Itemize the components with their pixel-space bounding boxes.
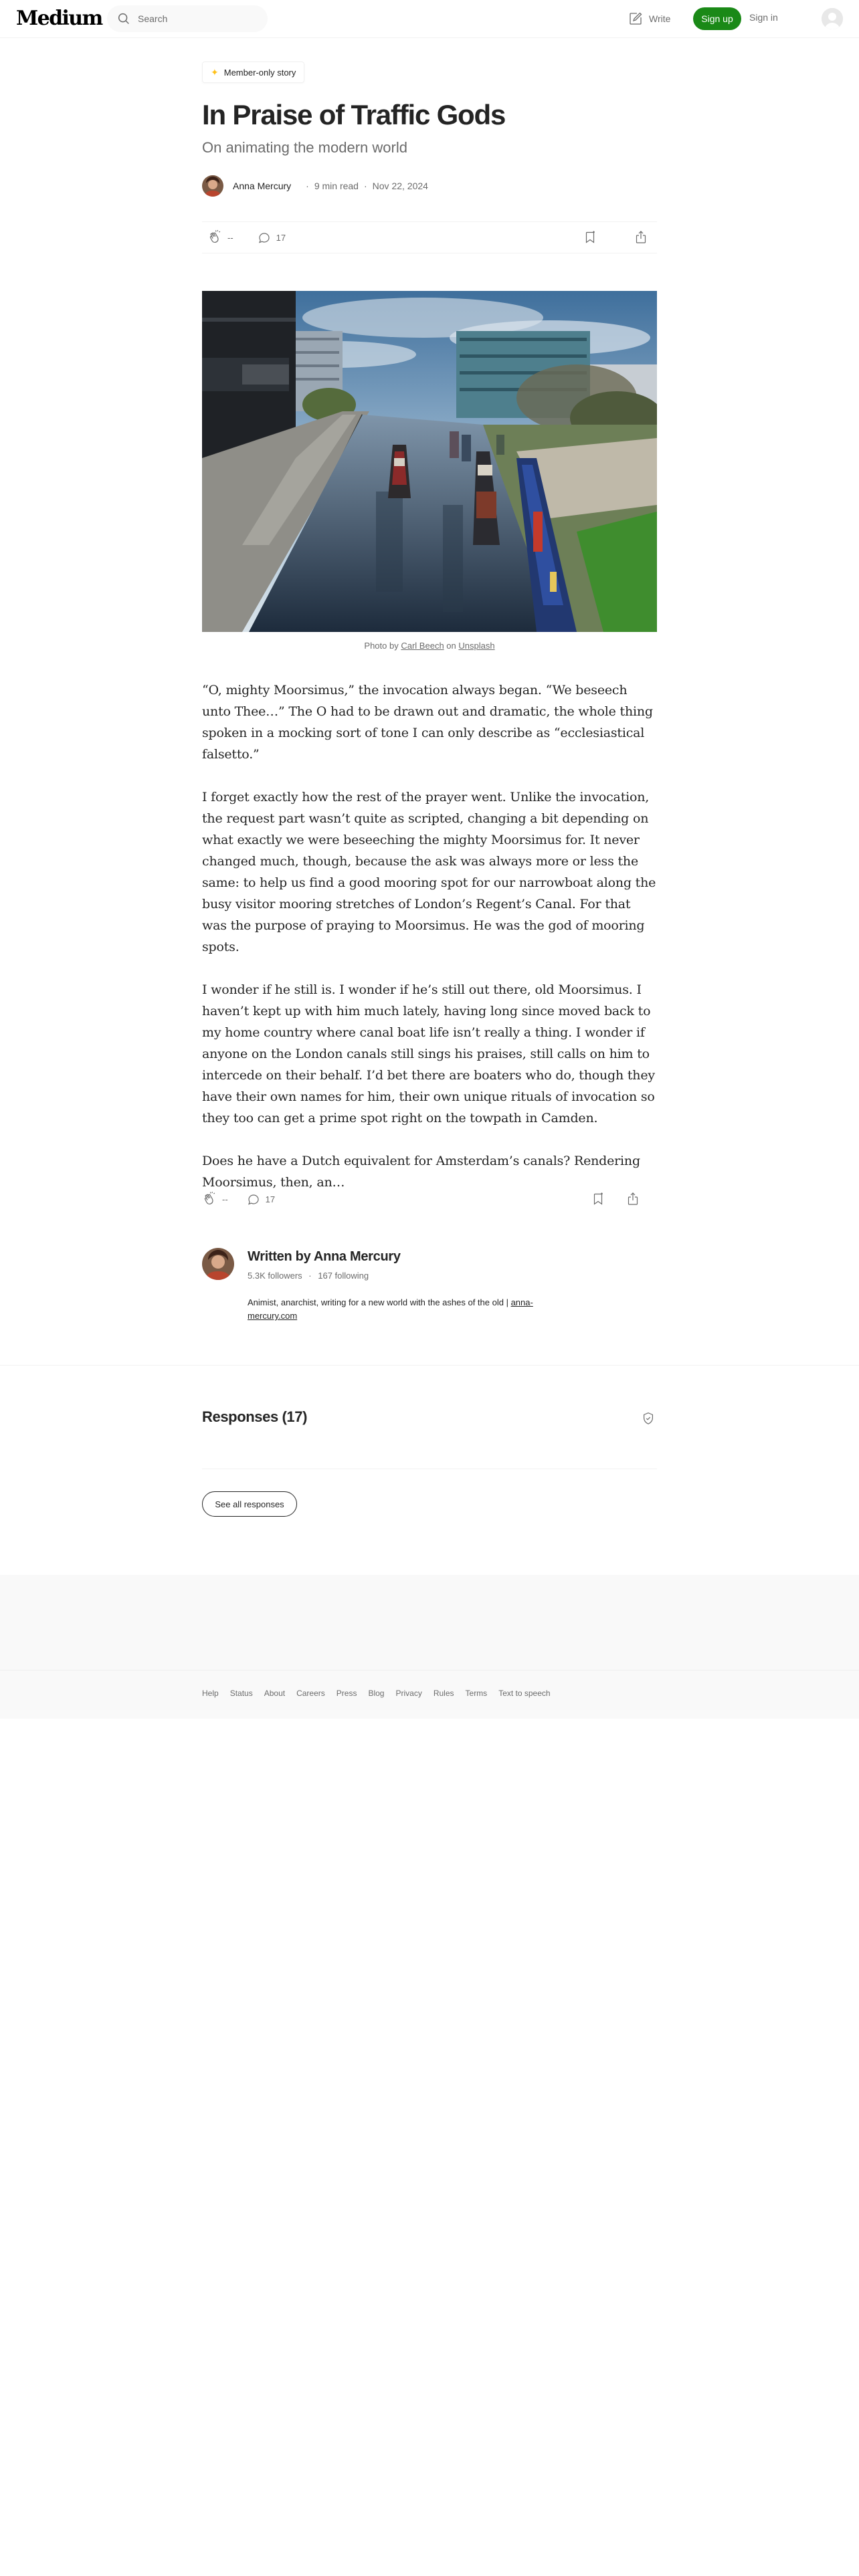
hero-image [202,291,657,632]
write-button[interactable] [628,9,670,28]
image-caption [202,641,657,651]
footer-divider [0,1670,859,1671]
section-divider [0,1365,859,1366]
write-label: Write [649,13,671,24]
clap-count: -- [222,1194,228,1204]
member-only-badge[interactable] [202,62,304,83]
footer-link-press[interactable]: Press [336,1689,357,1698]
article-paragraph: Does he have a Dutch equivalent for Amsterdam’s canals? Rendering Moorsimus, then, an… [202,1154,640,1190]
clap-icon [202,1191,218,1207]
article-paragraph: I forget exactly how the rest of the prayer went. Unlike the invocation, the request part wasn’t quite as scripted, changing a bit depending on what exactly we were beseeching the mighty Moorsimus for. It never changed much, though, because the ask was always more or less the same: to help us find a good mooring spot for our narrowboat along the busy visitor mooring stretches of London’s Regent’s Canal. For that was the purpose of praying to Moorsimus. He was the god of mooring spots. [202,790,656,954]
read-time: 9 min read [314,181,359,191]
clap-button[interactable] [207,229,233,245]
bookmark-icon[interactable] [582,229,598,245]
article-subtitle: On animating the modern world [202,139,407,156]
footer-link-help[interactable]: Help [202,1689,219,1698]
search-input[interactable] [138,5,261,32]
action-bar-right [590,1191,657,1207]
footer-link-terms[interactable]: Terms [465,1689,488,1698]
canal-photo [202,291,657,632]
shield-icon[interactable] [641,1411,656,1426]
search-icon [116,11,131,26]
footer-link-blog[interactable]: Blog [368,1689,385,1698]
action-bar-right [582,229,657,245]
unsplash-link[interactable]: Unsplash [458,641,495,651]
following-count[interactable]: 167 following [318,1271,369,1281]
byline [202,174,428,198]
article-paragraph: “O, mighty Moorsimus,” the invocation always began. “We beseech unto Thee…” The O had to be drawn out and dramatic, the whole thing spoken in a mocking sort of tone I can only describe as “ecclesiastical falsetto.” [202,683,653,762]
article-paragraph: I wonder if he still is. I wonder if he’s still out there, old Moorsimus. I haven’t kept up with him much lately, having long since moved back to my home country where canal boat life isn’t really a thing. I wonder if anyone on the London canals still sings his praises, still calls on him to intercede on their behalf. I’d bet there are boaters who do, though they have their own names for him, their own unique rituals of invocation so they too can get a prime spot right on the towpath in Camden. [202,982,655,1125]
article-action-bar-top [202,221,657,253]
author-avatar[interactable] [202,175,223,197]
footer-link-rules[interactable]: Rules [433,1689,454,1698]
footer-link-text-to-speech[interactable]: Text to speech [498,1689,551,1698]
user-avatar-icon [822,8,843,29]
clap-icon [207,229,223,245]
share-icon[interactable] [625,1191,641,1207]
responses-heading: Responses (17) [202,1408,308,1425]
footer-link-about[interactable]: About [264,1689,286,1698]
followers-count[interactable]: 5.3K followers [248,1271,302,1281]
top-navigation-bar [0,0,859,38]
responses-button[interactable] [246,1191,275,1207]
author-card-heading[interactable]: Written by Anna Mercury [248,1249,401,1264]
write-icon [628,11,644,27]
bookmark-icon[interactable] [590,1191,606,1207]
caption-middle: on [446,641,456,651]
sign-in-link[interactable]: Sign in [749,12,778,23]
user-avatar[interactable] [822,8,843,29]
search-box[interactable] [107,5,268,32]
article-title: In Praise of Traffic Gods [202,99,506,130]
footer-links [202,1689,551,1698]
response-count: 17 [276,232,286,243]
member-only-label: Member-only story [223,67,296,78]
response-count: 17 [265,1194,276,1204]
see-all-responses-button[interactable]: See all responses [202,1491,297,1517]
sign-up-button[interactable]: Sign up [693,7,741,30]
author-bio [248,1296,582,1323]
medium-logo[interactable]: Medium [16,7,102,30]
author-photo [202,1248,234,1280]
footer-link-privacy[interactable]: Privacy [395,1689,422,1698]
stats-separator: · [308,1271,312,1281]
caption-prefix: Photo by [364,641,399,651]
author-stats [248,1271,369,1281]
author-photo [202,175,223,197]
member-star-icon: ✦ [211,66,219,78]
author-bio-text: Animist, anarchist, writing for a new world with the ashes of the old | [248,1297,508,1307]
article-body [202,679,657,1214]
author-card-avatar[interactable] [202,1248,234,1280]
photographer-link[interactable]: Carl Beech [401,641,444,651]
response-icon [256,229,272,245]
clap-count: -- [227,232,233,243]
share-icon[interactable] [633,229,649,245]
author-name-link[interactable]: Anna Mercury [233,181,292,191]
responses-button[interactable] [256,229,286,245]
response-icon [246,1191,262,1207]
publish-date: Nov 22, 2024 [372,181,428,191]
footer [0,1575,859,1719]
byline-separator: · [363,181,367,191]
footer-link-careers[interactable]: Careers [296,1689,325,1698]
article-action-bar-bottom [202,1183,657,1215]
footer-link-status[interactable]: Status [229,1689,253,1698]
byline-separator: · [306,181,309,191]
clap-button[interactable] [202,1191,228,1207]
author-website-link[interactable]: anna-mercury.com [248,1297,533,1321]
